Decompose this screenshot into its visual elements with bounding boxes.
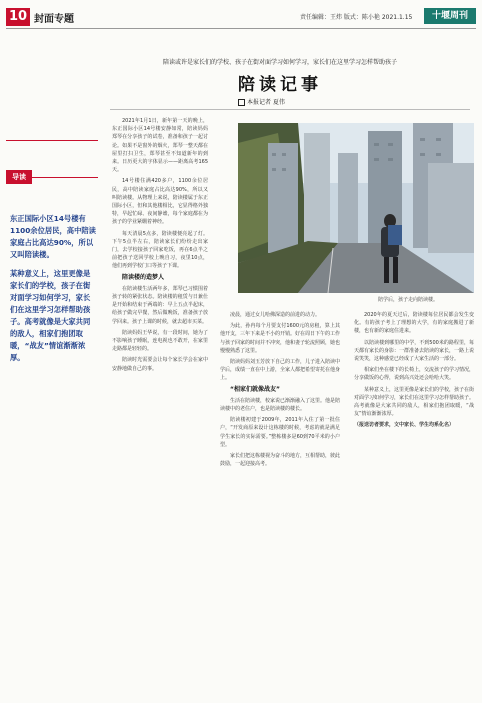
article-subtitle: 陪读或许是家长们的学校、孩子在街对面学习如何学习，家长们在这里学习怎样帮助孩子 [162,59,397,66]
paragraph: 2021年1月1日，新年第一天的晚上，东正国际小区14号楼安静如常，陪读妈妈郑琴在分享孩子的试卷，准备和孩子一起讨论。如果不是窗外的烟火，郑琴一整天都在屋里打扫卫生，郑琴甚至不知道新年的到来。日历更大的字体显示——距离高考165天。 [112,118,208,174]
paragraph: 为此，孙冉每个月要支付1600元的房租，算上其他开支，三年下来是不小的开销。好在周日下午的工作与孩子回家的时间并不冲突，他和妻子轮流照顾，她也慢慢熟悉了这里。 [220,323,340,354]
masthead-logo: 十堰周刊 [424,8,476,24]
body-column-2 [220,311,340,697]
subheading: “相家们就像战友” [230,385,280,393]
paragraph: 陪读楼初建于2009年，2011年入住了第一批住户，“开发商原来设计这栋楼的时候，考虑的就是满足学生家长的实际需要。”整栋楼多是60到70平米的小户型。 [220,417,340,448]
paragraph: 14号楼住满420多户，1100余位居民，高中陪读家庭占比高达90%，所以又叫陪读楼。从物理上来说，陪读楼属于东正国际小区，但和其他楼相比，它显得格外独特，早起忙碌、夜间静谧，每个家庭都在为孩子的学业紧绷着神经。 [112,178,208,226]
paragraph: 某种意义上，这里更像是家长们的学校，孩子在街对面学习如何学习，家长们在这里学习怎样帮助孩子。高考就像是大家共同的敌人，相家们抱团取暖，“战友”情谊渐渐浓厚。 [354,386,474,418]
body-column-1 [112,117,208,697]
sidebar-tag: 导读 [6,170,32,184]
photo-caption: 陪学后，孩子走向陪读楼。 [378,297,439,303]
page-number: 10 [6,8,30,26]
paragraph: 以陪读楼到哪里的中学，不到500米的路程里，每天都有家长的身影：一群准备去陪读的家长，一路上说说笑笑，这种感觉已经成了大家生活的一部分。 [354,339,474,363]
sidebar-lead-2: 某种意义上，这里更像是家长们的学校，孩子在街对面学习如何学习，家长们在这里学习怎样帮助孩子。高考就像是大家共同的敌人，相家们抱团取暖，“战友”情谊渐渐浓厚。 [10,269,91,362]
sidebar-tag-rule [32,177,98,178]
paragraph: 凌晨，通过女儿哈佛深造的前进的动力。 [230,312,321,318]
photo-illustration [238,123,474,293]
byline-text: 本报记者 夏伟 [247,99,285,106]
subheading: 陪读楼的造梦人 [122,273,165,281]
byline [238,97,285,106]
body-column-3 [354,311,474,697]
header-rule [6,28,476,29]
sidebar-lead-1: 东正国际小区14号楼有1100余位居民，高中陪读家庭占比高达90%，所以又叫陪读楼。 [10,214,96,259]
byline-box-icon [238,99,245,106]
editor-meta: 责任编辑：王炜 版式：陈小艳 2021.1.15 [300,14,413,21]
article-title: 陪读记事 [238,75,322,95]
paragraph: 陪读时光需要会让每个家长学会在家中安静地做自己的事。 [112,357,208,372]
paragraph: 2020年的夏天过后，陪读楼每位居民都会发生变化。有的孩子考上了理想的大学，有的家庭搬进了新楼，也有新的家庭住进来。 [354,312,474,335]
section-name: 封面专题 [34,14,74,25]
article-photo [238,123,474,293]
editor-note: （报送访者要求，文中家长、学生均系化名） [354,422,455,429]
paragraph: 生活在陪读楼，校家说已渐渐融入了这里。他是陪读楼中的老住户，也是陪读楼的楼长。 [220,397,340,413]
paragraph: 相家们坐在楼下的长椅上，交流孩子的学习情况，分享做饭的心得，说到高兴处还会哈哈大笑。 [354,367,474,382]
paragraph: 陪读妈妈王华说，有一段时间，她为了不影响孩子睡眠，连电视也不敢开，在家里走路都是轻轻的。 [112,329,208,353]
paragraph: 陪读妈妈刘玉芳放下自己的工作，儿子进入陪读中学后，成绩一直在中上游，全家人都把希望寄托在他身上。 [220,359,340,382]
paragraph: 家长们把这栋楼视为奋斗的地方，互相帮助，彼此鼓励，一起迎接高考。 [220,453,340,468]
title-rule [110,109,470,110]
sidebar-top-rule [6,140,98,141]
paragraph: 在陪读楼生活两年多，郑琴已习惯围着孩子转的紧张状态。陪读楼的租赁与日兼仕是开始和结束于两端的：早上五点半起床，给孩子做完早餐，然后做晚饭，准备孩子放学回来。孩子上课的时候，就去超市买菜。 [112,285,208,325]
paragraph: 每天清晨5点多，陪读楼便亮起了灯。下午5点半左右，陪读家长们纷纷走出家门，去学校接孩子回家吃饭，再在6点半之前把孩子送回学校上晚自习，夜里10点，他们再到学校门口等孩子下课。 [112,230,208,270]
